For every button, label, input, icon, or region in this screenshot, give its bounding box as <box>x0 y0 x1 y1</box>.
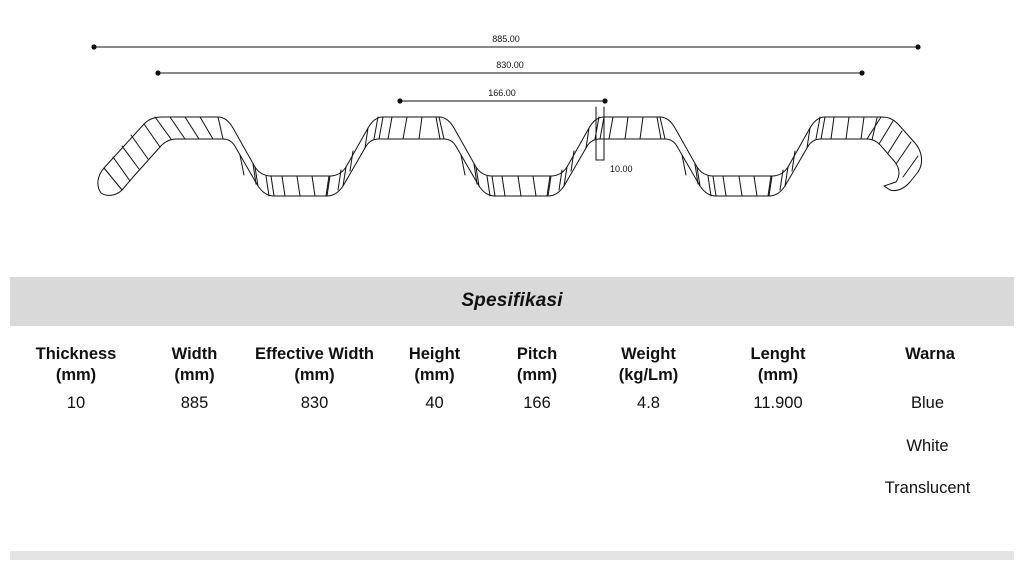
spec-header-row <box>10 326 1014 386</box>
column-unit-lenght: (mm) <box>757 366 799 385</box>
warna-option-blue: Blue <box>910 394 945 412</box>
column-header-thickness <box>10 326 142 386</box>
warna-value-list <box>845 395 1010 523</box>
dimension-830 <box>155 70 864 75</box>
column-header-warna <box>846 326 1014 386</box>
dimension-10-label: 10.00 <box>610 164 633 174</box>
dimension-166 <box>397 98 607 103</box>
warna-option-white: White <box>906 436 949 455</box>
column-header-height <box>382 326 487 386</box>
dimension-166-label: 166.00 <box>488 88 516 98</box>
column-label-pitch: Pitch <box>516 345 558 363</box>
value-lenght: 11.900 <box>753 394 803 413</box>
column-label-weight: Weight <box>621 345 676 363</box>
value-weight: 4.8 <box>637 394 660 413</box>
column-label-warna: Warna <box>905 345 955 363</box>
column-label-lenght: Lenght <box>750 345 806 363</box>
value-height: 40 <box>425 394 444 413</box>
column-label-width: Width <box>171 345 218 363</box>
value-thickness: 10 <box>66 394 86 413</box>
column-header-pitch <box>487 326 587 386</box>
column-header-weight <box>587 326 710 386</box>
column-label-thickness: Thickness <box>35 345 117 363</box>
dimension-885-label: 885.00 <box>492 34 520 44</box>
column-header-width <box>142 326 247 386</box>
column-unit-thickness: (mm) <box>55 366 97 385</box>
column-unit-width: (mm) <box>174 366 215 385</box>
column-unit-weight: (kg/Lm) <box>618 366 679 385</box>
spec-title: Spesifikasi <box>461 290 563 311</box>
dimension-10 <box>596 107 604 160</box>
dimension-885 <box>91 44 920 49</box>
spec-title-row <box>10 277 1014 326</box>
column-unit-effective-width: (mm) <box>294 366 335 385</box>
column-header-effective-width <box>247 326 382 386</box>
value-effective-width: 830 <box>300 394 329 413</box>
value-width: 885 <box>180 394 209 413</box>
dimension-830-label: 830.00 <box>496 60 524 70</box>
column-unit-height: (mm) <box>414 366 455 385</box>
profile-drawing <box>0 0 1024 270</box>
column-unit-pitch: (mm) <box>516 366 558 385</box>
column-label-effective-width: Effective Width <box>254 345 375 363</box>
bottom-divider <box>10 551 1014 560</box>
warna-option-translucent: Translucent <box>884 479 971 497</box>
value-pitch: 166 <box>523 394 551 413</box>
column-label-height: Height <box>408 345 461 363</box>
column-header-lenght <box>710 326 846 386</box>
